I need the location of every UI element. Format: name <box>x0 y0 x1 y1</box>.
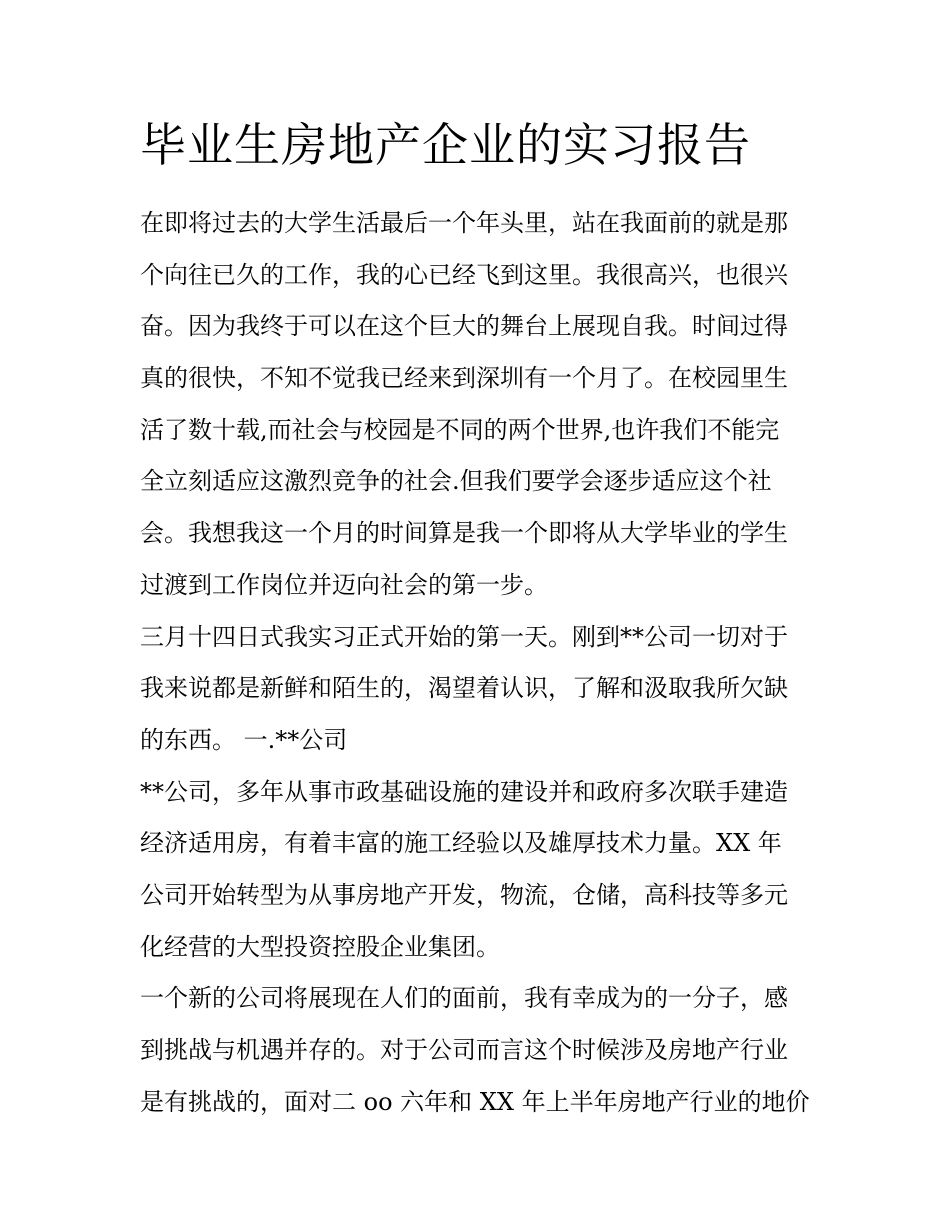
page-title: 毕业生房地产企业的实习报告 <box>140 118 751 172</box>
text-line: 奋。因为我终于可以在这个巨大的舞台上展现自我。时间过得 <box>140 312 788 341</box>
text-line: 是有挑战的，面对二 oo 六年和 XX 年上半年房地产行业的地价 <box>140 1087 810 1116</box>
text-line: 三月十四日式我实习正式开始的第一天。刚到**公司一切对于 <box>140 622 788 651</box>
text-line: 到挑战与机遇并存的。对于公司而言这个时候涉及房地产行业 <box>140 1036 788 1064</box>
text-line: 活了数十载,而社会与校园是不同的两个世界,也许我们不能完 <box>140 415 780 444</box>
text-line: 会。我想我这一个月的时间算是我一个即将从大学毕业的学生 <box>140 519 788 548</box>
text-line: 我来说都是新鲜和陌生的，渴望着认识，了解和汲取我所欠缺 <box>140 674 788 703</box>
text-line: 的东西。 一.**公司 <box>140 725 348 754</box>
text-line: **公司，多年从事市政基础设施的建设并和政府多次联手建造 <box>140 777 788 806</box>
document-body <box>140 198 812 1128</box>
text-line: 全立刻适应这激烈竞争的社会.但我们要学会逐步适应这个社 <box>140 467 772 496</box>
text-line: 一个新的公司将展现在人们的面前，我有幸成为的一分子，感 <box>140 984 788 1013</box>
text-line: 在即将过去的大学生活最后一个年头里，站在我面前的就是那 <box>140 209 788 237</box>
text-line: 个向往已久的工作，我的心已经飞到这里。我很高兴，也很兴 <box>140 260 788 289</box>
text-line: 公司开始转型为从事房地产开发，物流，仓储，高科技等多元 <box>140 880 788 909</box>
text-line: 真的很快，不知不觉我已经来到深圳有一个月了。在校园里生 <box>140 364 788 393</box>
text-line: 经济适用房，有着丰富的施工经验以及雄厚技术力量。XX 年 <box>140 829 782 858</box>
text-line: 过渡到工作岗位并迈向社会的第一步。 <box>140 570 548 599</box>
text-line: 化经营的大型投资控股企业集团。 <box>140 932 500 961</box>
